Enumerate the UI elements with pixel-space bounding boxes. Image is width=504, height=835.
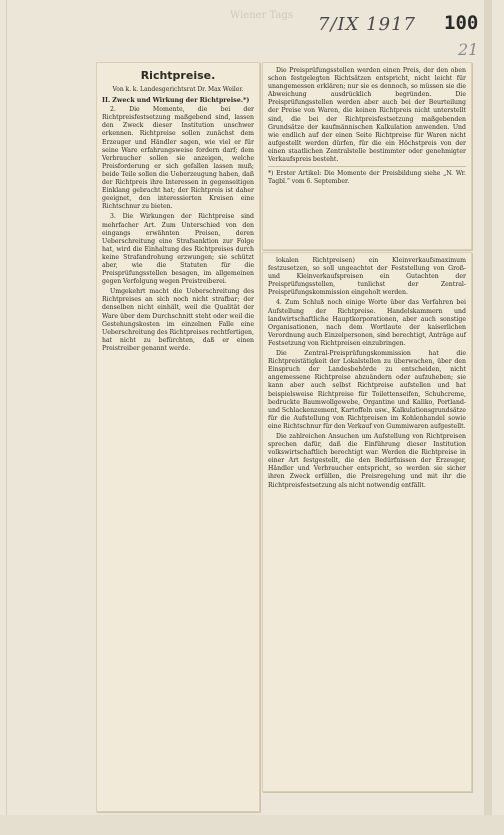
section-heading: II. Zweck und Wirkung der Richtpreise.*)	[102, 96, 250, 105]
footnote: *) Erster Artikel: Die Momente der Preisbildung siehe „N. Wr. Tagbl.“ vom 6. September.	[268, 166, 466, 186]
page-edge-line	[6, 0, 7, 835]
paragraph: 2. Die Momente, die bei der Richtpreisfestsetzung maßgebend sind, lassen den Zweck dieser Institution unschwer erkennen. Richtpreise sollen zunächst dem Erzeuger und Händler sagen, wie viel er für seine Ware erfahrungsweise fordern darf; dem Verbraucher sollen sie anzeigen, welche Preisforderung er sich gefallen lassen muß; beide Teile sollen die Ueberzeugung haben, daß der Richtpreis ihre Interessen in gegenseitigen Einklang gebracht hat; der Richtpreis ist daher geeignet, den interessierten Kreisen eine Richtschnur zu bieten.	[102, 106, 254, 211]
clipping-left-column	[96, 62, 260, 812]
clipping-right-bottom	[262, 252, 472, 792]
stamp-number: 21	[458, 40, 479, 59]
handwritten-date: 7/IX 1917	[318, 14, 416, 35]
paragraph: lokalen Richtpreisen) ein Kleinverkaufsmaximum festzusetzen, so soll ungeachtet der Feststellung von Groß- und Kleinverkaufspreisen ein Gutachten der Preisprüfungsstellen, tunlichst der Zentral-Preisprüfungskommission eingeholt werden.	[268, 257, 466, 297]
paragraph: 4. Zum Schluß noch einige Worte über das Verfahren bei Aufstellung der Richtpreise. Handelskammern und landwirtschaftliche Hauptkorporationen, aber auch sonstige Organisationen, nach dem Wortlaute der kaiserlichen Verordnung auch Einzelpersonen, sind berechtigt, Anträge auf Festsetzung von Richtpreisen einzubringen.	[268, 299, 466, 347]
bottom-margin	[0, 815, 504, 835]
article-title: Richtpreise.	[140, 69, 216, 82]
clipping-right-top	[262, 62, 472, 250]
binding-strip	[484, 0, 492, 835]
paragraph: Die Preisprüfungsstellen werden einen Preis, der den oben schon festgelegten Richtsätzen entspricht, nicht leicht für unangemessen erklären; nur sie es dennoch, so müssen sie die Abweichung ausdrücklich begründen. Die Preisprüfungsstellen werden aber auch bei der Beurteilung der Preise von Waren, die keinen Richtpreis nicht unterstellt sind, die bei der Richtpreisfestsetzung maßgebenden Grundsätze der kaufmännischen Kalkulation anwenden. Und wie endlich auf der einen Seite Richtpreise für Waren nicht aufgestellt werden dürfen, für die ein Höchstpreis von der einen staatlichen Zentralstelle bestimmter oder genehmigter Verkaufspreis besteht.	[268, 67, 466, 164]
paragraph: 3. Die Wirkungen der Richtpreise sind mehrfacher Art. Zum Unterschied von den eingangs erwähnten Preisen, deren Ueberschreitung eine Strafsanktion zur Folge hat, wird die Einhaltung des Richtpreises durch keine Strafandrohung erzwungen; sie schützt aber, wie die Statuten für die Preisprüfungsstellen besagen, im allgemeinen gegen Verfolgung wegen Preistreiberei.	[102, 213, 254, 286]
paragraph: Die zahlreichen Ansuchen um Aufstellung von Richtpreisen sprechen dafür, daß die Einführung dieser Institution volkswirtschaftlich berechtigt war. Werden die Richtpreise in einer Art festgestellt, die den Bedürfnissen der Erzeuger, Händler und Verbraucher entspricht, so werden sie sicher ihren Zweck erfüllen, die Preisregelung und mit ihr die Richtpreisfestsetzung als nicht notwendig entfällt.	[268, 432, 466, 489]
page-number: 100	[444, 12, 479, 34]
faint-header-text: Wiener Tags	[230, 10, 293, 21]
paragraph: Umgekehrt macht die Ueberschreitung des Richtpreises an sich noch nicht strafbar; der denselben nicht einhält, weil die Qualität der Ware über dem Durchschnitt steht oder weil die Gestehungskosten im einzelnen Falle eine Ueberschreitung des Richtpreises rechtfertigen, hat nicht zu befürchten, daß er einen Preistreiber genannt werde.	[102, 288, 254, 352]
article-byline: Von k. k. Landesgerichtsrat Dr. Max Weiler.	[112, 86, 244, 93]
paragraph: Die Zentral-Preisprüfungskommission hat die Richtpreistätigkeit der Lokalstellen zu überwachen, über den Einspruch der Landesbehörde zu entscheiden, nicht angemessene Richtpreise abzuändern oder aufzuheben; sie kann aber auch selbst Richtpreise aufstellen und hat beispielsweise Richtpreise für Toilettenseifen, Schuhcreme, bedruckte Baumwollgewebe, Organtine und Kaliko, Portland- und Schlackenzement, Kartoffeln usw., Kalkulationsgrundsätze für die Aufstellung von Richtpreisen im Kohlenhandel sowie eine Richtschnur für den Verkauf von Gummiwaren aufgestellt.	[268, 350, 466, 430]
